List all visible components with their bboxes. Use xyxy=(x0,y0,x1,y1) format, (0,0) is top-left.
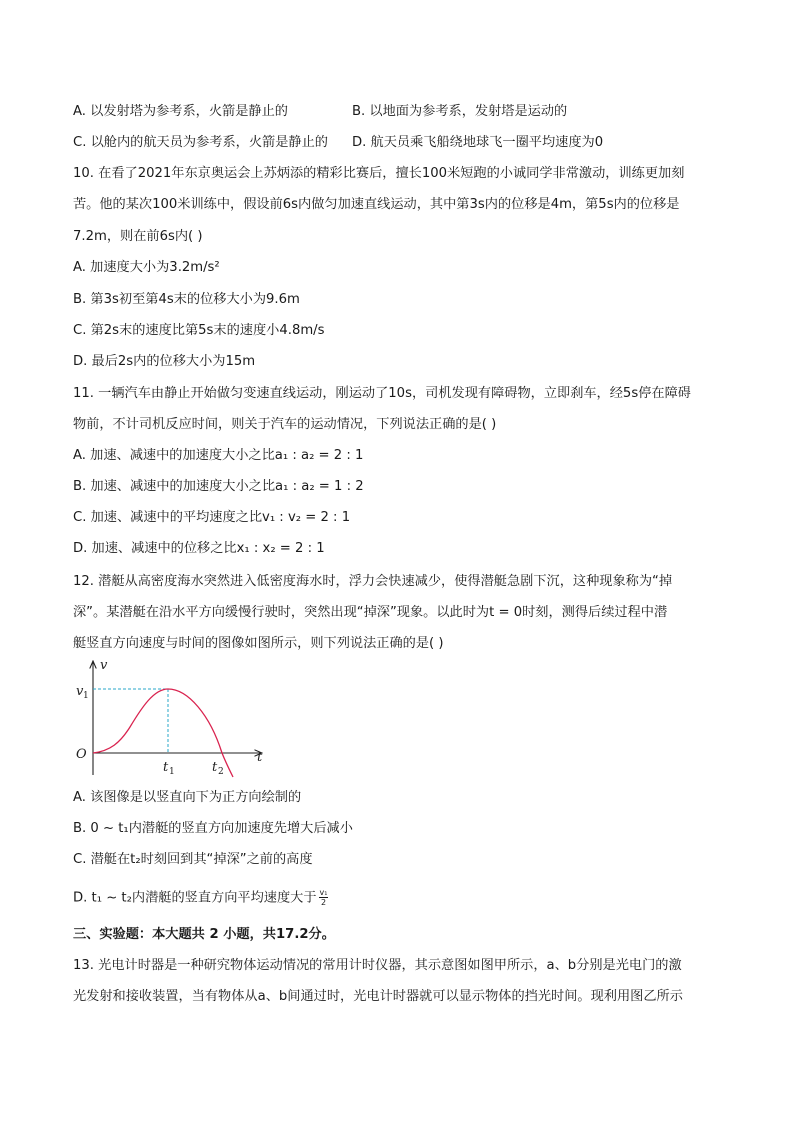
q11-option-d: D. 加速、减速中的位移之比x₁ : x₂ = 2 : 1 xyxy=(73,541,325,556)
q11-stem-line1: 11. 一辆汽车由静止开始做匀变速直线运动，刚运动了10s，司机发现有障碍物，立即刹车，经5s停在障碍 xyxy=(73,386,691,401)
v1-label: v xyxy=(76,684,84,699)
q12-stem-line3: 艇竖直方向速度与时间的图像如图所示，则下列说法正确的是( ) xyxy=(73,636,444,651)
q12-option-a: A. 该图像是以竖直向下为正方向绘制的 xyxy=(73,790,302,805)
q10-option-c: C. 第2s末的速度比第5s末的速度小4.8m/s xyxy=(73,323,325,338)
q13-stem-line1: 13. 光电计时器是一种研究物体运动情况的常用计时仪器，其示意图如图甲所示，a、b分别是光电门的激 xyxy=(73,958,682,973)
q12-option-b: B. 0 ~ t₁内潜艇的竖直方向加速度先增大后减小 xyxy=(73,821,353,836)
q12-option-c: C. 潜艇在t₂时刻回到其“掉深”之前的高度 xyxy=(73,852,313,867)
t1-label: t xyxy=(163,760,169,775)
q10-option-b: B. 第3s初至第4s末的位移大小为9.6m xyxy=(73,292,300,307)
q12-option-d-text: D. t₁ ~ t₂内潜艇的竖直方向平均速度大于 xyxy=(73,890,317,906)
v-axis-label: v xyxy=(100,658,108,673)
t1-subscript: 1 xyxy=(169,767,175,777)
origin-label: O xyxy=(76,747,87,762)
fraction-numerator: v₁ xyxy=(319,888,328,897)
v1-subscript: 1 xyxy=(83,691,89,701)
q12-stem-line2: 深”。某潜艇在沿水平方向缓慢行驶时，突然出现“掉深”现象。以此时为t = 0时刻，测得后续过程中潜 xyxy=(73,605,668,620)
t2-label: t xyxy=(212,760,218,775)
q13-stem-line2: 光发射和接收装置，当有物体从a、b间通过时，光电计时器就可以显示物体的挡光时间。现利用图乙所示 xyxy=(73,989,683,1004)
q11-option-b: B. 加速、减速中的加速度大小之比a₁ : a₂ = 1 : 2 xyxy=(73,479,364,494)
q11-option-a: A. 加速、减速中的加速度大小之比a₁ : a₂ = 2 : 1 xyxy=(73,448,364,463)
q10-stem-line1: 10. 在看了2021年东京奥运会上苏炳添的精彩比赛后，擅长100米短跑的小诚同学非常激动，训练更加刻 xyxy=(73,166,685,181)
velocity-time-graph xyxy=(70,655,270,780)
t2-subscript: 2 xyxy=(218,767,224,777)
q9-option-c: C. 以舱内的航天员为参考系，火箭是静止的 xyxy=(73,135,328,150)
q9-option-a: A. 以发射塔为参考系，火箭是静止的 xyxy=(73,104,288,119)
v1-over-2-fraction xyxy=(319,888,329,907)
q11-option-c: C. 加速、减速中的平均速度之比v₁ : v₂ = 2 : 1 xyxy=(73,510,351,525)
q10-stem-line3: 7.2m，则在前6s内( ) xyxy=(73,229,203,244)
section-3-heading: 三、实验题：本大题共 2 小题，共17.2分。 xyxy=(73,927,335,942)
fraction-denominator: 2 xyxy=(320,898,327,907)
q12-option-d xyxy=(73,888,328,909)
q9-option-b: B. 以地面为参考系，发射塔是运动的 xyxy=(352,104,568,119)
q10-option-d: D. 最后2s内的位移大小为15m xyxy=(73,354,256,369)
q9-option-d: D. 航天员乘飞船绕地球飞一圈平均速度为0 xyxy=(352,135,604,150)
q10-stem-line2: 苦。他的某次100米训练中，假设前6s内做匀加速直线运动，其中第3s内的位移是4m，第5s内的位移是 xyxy=(73,197,680,212)
t-axis-label: t xyxy=(257,750,263,765)
q11-stem-line2: 物前，不计司机反应时间，则关于汽车的运动情况，下列说法正确的是( ) xyxy=(73,417,497,432)
q10-option-a: A. 加速度大小为3.2m/s² xyxy=(73,260,220,275)
q12-stem-line1: 12. 潜艇从高密度海水突然进入低密度海水时，浮力会快速减少，使得潜艇急剧下沉，这种现象称为“掉 xyxy=(73,574,673,589)
